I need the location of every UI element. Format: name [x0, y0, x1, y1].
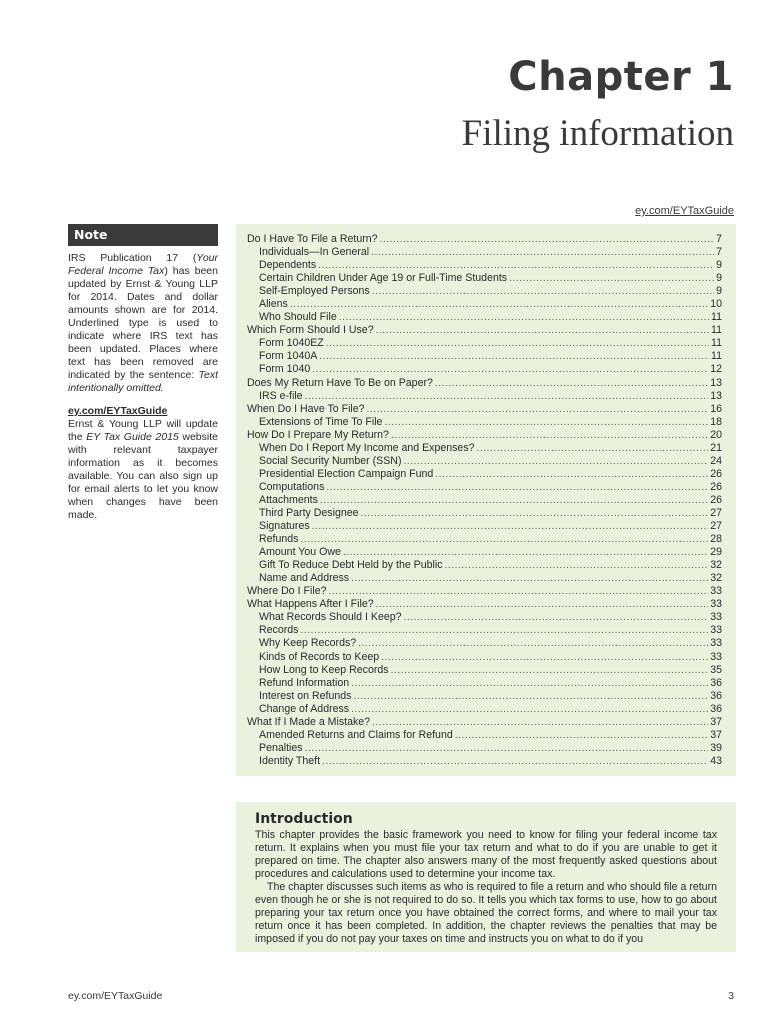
- toc-entry[interactable]: [247, 416, 722, 429]
- header-link[interactable]: ey.com/EYTaxGuide: [635, 205, 734, 217]
- link-text-italic: EY Tax Guide 2015: [86, 431, 179, 443]
- toc-leader-dots: [290, 299, 708, 310]
- toc-entry-page: 18: [710, 415, 722, 428]
- toc-entry[interactable]: [247, 442, 722, 455]
- toc-entry-page: 10: [710, 298, 722, 311]
- toc-entry-page: 13: [710, 376, 722, 389]
- toc-leader-dots: [445, 560, 709, 571]
- toc-entry-page: 11: [711, 311, 722, 324]
- toc-leader-dots: [380, 234, 715, 245]
- toc-leader-dots: [371, 247, 714, 258]
- toc-leader-dots: [381, 652, 708, 663]
- toc-entry[interactable]: [247, 585, 722, 598]
- toc-list: [247, 233, 722, 768]
- toc-leader-dots: [391, 430, 708, 441]
- toc-entry-title: Do I Have To File a Return?: [247, 233, 378, 245]
- toc-entry-page: 9: [716, 259, 722, 272]
- toc-leader-dots: [320, 495, 708, 506]
- toc-entry[interactable]: [247, 742, 722, 755]
- toc-entry-title: Form 1040EZ: [259, 337, 324, 350]
- note-title: Note: [68, 224, 218, 246]
- toc-entry-page: 21: [710, 441, 722, 454]
- toc-entry-page: 13: [710, 389, 722, 402]
- toc-leader-dots: [403, 456, 708, 467]
- toc-entry-title: Refunds: [259, 533, 299, 546]
- toc-entry[interactable]: [247, 363, 722, 376]
- toc-entry[interactable]: [247, 677, 722, 690]
- toc-entry-page: 37: [710, 728, 722, 741]
- toc-entry-title: What Happens After I File?: [247, 598, 374, 611]
- toc-leader-dots: [351, 704, 708, 715]
- toc-leader-dots: [384, 417, 708, 428]
- toc-entry-page: 11: [711, 324, 722, 337]
- toc-entry-title: Attachments: [259, 493, 318, 506]
- table-of-contents: [236, 224, 736, 776]
- toc-entry-page: 26: [710, 480, 722, 493]
- toc-entry[interactable]: [247, 272, 722, 285]
- toc-entry-page: 7: [716, 246, 722, 259]
- toc-entry-title: Why Keep Records?: [259, 637, 357, 650]
- toc-entry-title: Certain Children Under Age 19 or Full-Time Students: [259, 272, 508, 285]
- toc-entry[interactable]: [247, 559, 722, 572]
- toc-entry-title: Self-Employed Persons: [259, 285, 370, 298]
- toc-leader-dots: [435, 378, 708, 389]
- toc-leader-dots: [376, 599, 709, 610]
- sidebar-link[interactable]: ey.com/EYTaxGuide: [68, 405, 168, 417]
- toc-entry[interactable]: [247, 624, 722, 637]
- toc-leader-dots: [391, 665, 709, 676]
- toc-leader-dots: [372, 286, 714, 297]
- toc-leader-dots: [376, 325, 709, 336]
- toc-entry-page: 39: [710, 741, 722, 754]
- toc-entry[interactable]: [247, 651, 722, 664]
- toc-entry-title: Signatures: [259, 520, 310, 533]
- toc-leader-dots: [353, 691, 708, 702]
- toc-entry-page: 33: [710, 650, 722, 663]
- toc-entry-page: 36: [710, 702, 722, 715]
- toc-entry-page: 33: [710, 585, 722, 598]
- toc-entry-title: When Do I Report My Income and Expenses?: [259, 441, 475, 454]
- toc-leader-dots: [404, 612, 709, 623]
- toc-entry-title: Extensions of Time To File: [259, 415, 383, 428]
- toc-entry[interactable]: [247, 494, 722, 507]
- toc-entry[interactable]: [247, 311, 722, 324]
- toc-entry-title: Name and Address: [259, 572, 350, 585]
- toc-entry-title: Penalties: [259, 741, 303, 754]
- toc-entry-title: Form 1040A: [259, 350, 318, 363]
- toc-entry-title: Individuals—In General: [259, 246, 370, 259]
- footer-link[interactable]: ey.com/EYTaxGuide: [68, 990, 163, 1002]
- toc-entry[interactable]: [247, 664, 722, 677]
- toc-entry[interactable]: [247, 598, 722, 611]
- toc-entry[interactable]: [247, 572, 722, 585]
- toc-entry-title: Change of Address: [259, 702, 350, 715]
- toc-entry-title: When Do I Have To File?: [247, 402, 365, 415]
- introduction-text: [255, 829, 717, 946]
- toc-leader-dots: [300, 534, 708, 545]
- toc-entry-page: 33: [710, 637, 722, 650]
- link-text: Ernst & Young LLP will update the: [68, 418, 218, 443]
- toc-entry[interactable]: [247, 298, 722, 311]
- note-body: [68, 252, 218, 395]
- toc-entry-title: Aliens: [259, 298, 288, 311]
- toc-leader-dots: [322, 756, 708, 767]
- toc-entry[interactable]: [247, 246, 722, 259]
- toc-entry-title: Presidential Election Campaign Fund: [259, 467, 434, 480]
- toc-entry[interactable]: [247, 337, 722, 350]
- toc-entry-page: 33: [710, 598, 722, 611]
- toc-entry-page: 32: [710, 572, 722, 585]
- toc-entry-page: 26: [710, 467, 722, 480]
- toc-leader-dots: [455, 730, 708, 741]
- note-sidebar: [68, 224, 218, 522]
- toc-entry[interactable]: [247, 546, 722, 559]
- note-text: ) has been updated by Ernst & Young LLP for 2014. Dates and dollar amounts shown are for 2014. Underlined type is used to indicate where IRS text has been updated. Places where text has been removed are indicated by the sentence:: [68, 265, 218, 381]
- toc-entry-title: Computations: [259, 480, 325, 493]
- toc-entry-page: 36: [710, 689, 722, 702]
- toc-entry-title: Refund Information: [259, 676, 350, 689]
- toc-entry[interactable]: [247, 716, 722, 729]
- toc-entry-title: Social Security Number (SSN): [259, 454, 402, 467]
- toc-entry-page: 37: [710, 715, 722, 728]
- toc-entry[interactable]: [247, 455, 722, 468]
- toc-entry[interactable]: [247, 377, 722, 390]
- toc-leader-dots: [367, 404, 709, 415]
- toc-entry-page: 32: [710, 559, 722, 572]
- toc-entry-title: Identity Theft: [259, 754, 321, 767]
- toc-leader-dots: [351, 573, 708, 584]
- toc-leader-dots: [300, 625, 708, 636]
- toc-entry-page: 28: [710, 533, 722, 546]
- toc-leader-dots: [305, 743, 709, 754]
- toc-entry[interactable]: [247, 533, 722, 546]
- chapter-label: Chapter 1: [508, 54, 734, 100]
- toc-leader-dots: [326, 482, 708, 493]
- toc-leader-dots: [326, 338, 709, 349]
- toc-entry[interactable]: [247, 507, 722, 520]
- toc-entry-title: What If I Made a Mistake?: [247, 715, 371, 728]
- toc-entry[interactable]: [247, 233, 722, 246]
- introduction-paragraph: This chapter provides the basic framework you need to know for filing your federal income tax return. It explains when you must file your tax return and what to do if you are unable to get it prepared on time. The chapter also answers many of the most frequently asked questions about procedures and calculations used to determine your income tax.: [255, 829, 717, 880]
- toc-entry-title: IRS e-file: [259, 389, 303, 402]
- toc-entry-page: 24: [710, 454, 722, 467]
- toc-entry[interactable]: [247, 637, 722, 650]
- toc-entry-title: Where Do I File?: [247, 585, 327, 598]
- toc-entry-title: Amount You Owe: [259, 546, 341, 559]
- toc-entry-page: 27: [710, 520, 722, 533]
- page-number: 3: [728, 990, 734, 1002]
- toc-entry-title: Does My Return Have To Be on Paper?: [247, 376, 433, 389]
- toc-leader-dots: [319, 351, 709, 362]
- toc-entry-title: How Do I Prepare My Return?: [247, 428, 389, 441]
- introduction-title: Introduction: [255, 811, 353, 827]
- toc-entry-title: Third Party Designee: [259, 506, 359, 519]
- toc-entry[interactable]: [247, 690, 722, 703]
- toc-entry-page: 36: [710, 676, 722, 689]
- toc-entry[interactable]: [247, 429, 722, 442]
- toc-entry-page: 11: [711, 350, 722, 363]
- toc-entry[interactable]: [247, 350, 722, 363]
- toc-entry[interactable]: [247, 285, 722, 298]
- toc-entry-title: Who Should File: [259, 311, 337, 324]
- toc-entry-page: 9: [716, 285, 722, 298]
- toc-entry-page: 29: [710, 546, 722, 559]
- toc-entry-title: Dependents: [259, 259, 317, 272]
- toc-entry-title: Kinds of Records to Keep: [259, 650, 380, 663]
- note-text-italic: Your Federal Income Tax: [68, 252, 218, 277]
- toc-entry-title: Gift To Reduce Debt Held by the Public: [259, 559, 443, 572]
- toc-entry[interactable]: [247, 611, 722, 624]
- toc-entry[interactable]: [247, 755, 722, 768]
- toc-entry-page: 33: [710, 611, 722, 624]
- toc-leader-dots: [477, 443, 709, 454]
- toc-leader-dots: [343, 547, 708, 558]
- toc-entry-page: 11: [711, 337, 722, 350]
- toc-entry-title: Interest on Refunds: [259, 689, 352, 702]
- toc-entry-title: Records: [259, 624, 299, 637]
- toc-entry-page: 9: [716, 272, 722, 285]
- toc-entry-title: Which Form Should I Use?: [247, 324, 374, 337]
- toc-entry-title: How Long to Keep Records: [259, 663, 389, 676]
- toc-entry[interactable]: [247, 390, 722, 403]
- introduction-box: [236, 802, 736, 952]
- toc-entry[interactable]: [247, 703, 722, 716]
- toc-entry-title: Form 1040: [259, 363, 311, 376]
- toc-leader-dots: [372, 717, 708, 728]
- note-text-italic: Text intentionally omitted.: [68, 369, 218, 394]
- toc-leader-dots: [312, 364, 708, 375]
- toc-leader-dots: [358, 638, 708, 649]
- toc-entry-page: 35: [710, 663, 722, 676]
- toc-entry-title: What Records Should I Keep?: [259, 611, 402, 624]
- toc-leader-dots: [318, 260, 714, 271]
- toc-entry-page: 33: [710, 624, 722, 637]
- toc-leader-dots: [509, 273, 714, 284]
- sidebar-link-text: [68, 418, 218, 522]
- toc-leader-dots: [312, 521, 709, 532]
- introduction-paragraph: The chapter discusses such items as who is required to file a return and who should file a return even though he or she is not required to do so. It tells you which tax forms to use, how to go about preparing your tax return once you have obtained the correct forms, and where to mail your tax return once it has been completed. In addition, the chapter reviews the penalties that may be imposed if you do not pay your taxes on time and instructs you on what to do if you: [255, 881, 717, 945]
- note-text: IRS Publication 17 (: [68, 252, 197, 264]
- toc-entry-page: 12: [710, 363, 722, 376]
- toc-entry[interactable]: [247, 520, 722, 533]
- chapter-title: Filing information: [461, 113, 734, 154]
- toc-entry[interactable]: [247, 481, 722, 494]
- toc-entry-page: 7: [716, 233, 722, 245]
- toc-entry[interactable]: [247, 259, 722, 272]
- toc-entry[interactable]: [247, 324, 722, 337]
- toc-entry-page: 20: [710, 428, 722, 441]
- toc-leader-dots: [305, 391, 709, 402]
- toc-entry[interactable]: [247, 403, 722, 416]
- toc-leader-dots: [339, 312, 709, 323]
- toc-leader-dots: [361, 508, 709, 519]
- toc-entry-page: 16: [710, 402, 722, 415]
- toc-leader-dots: [351, 678, 708, 689]
- toc-entry-page: 43: [710, 754, 722, 767]
- toc-entry-page: 26: [710, 493, 722, 506]
- toc-entry-page: 27: [710, 506, 722, 519]
- toc-leader-dots: [328, 586, 708, 597]
- toc-entry-title: Amended Returns and Claims for Refund: [259, 728, 453, 741]
- toc-entry[interactable]: [247, 729, 722, 742]
- toc-leader-dots: [435, 469, 708, 480]
- toc-entry[interactable]: [247, 468, 722, 481]
- link-text: website with relevant taxpayer information as it becomes available. You can also sign up for email alerts to let you know when changes have been made.: [68, 431, 218, 521]
